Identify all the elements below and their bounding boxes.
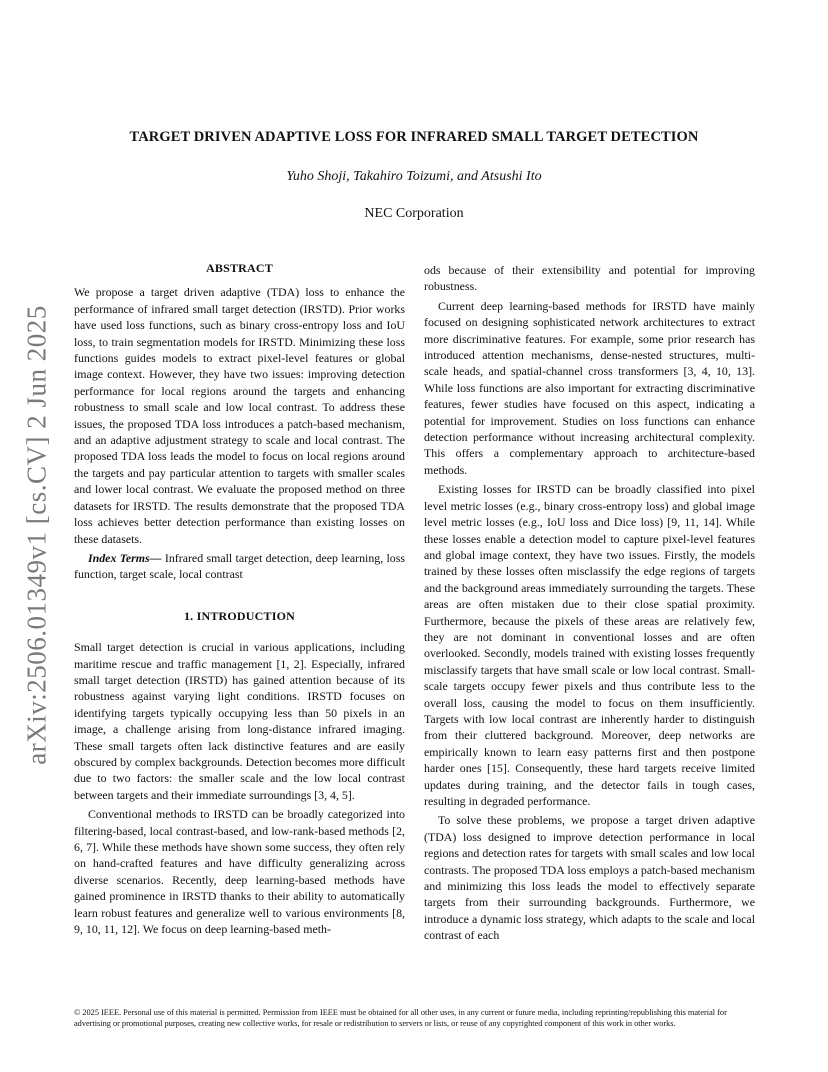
intro-continuation: ods because of their extensibility and potential for improving robustness. bbox=[424, 263, 755, 294]
right-column bbox=[424, 262, 755, 947]
abstract-heading: ABSTRACT bbox=[206, 261, 273, 275]
abstract-text: We propose a target driven adaptive (TDA) loss to enhance the performance of infrared small target detection (IRSTD). Prior works have used loss functions, such as binary cross-entropy loss and IoU loss, to train segmentation models for IRSTD. Minimizing these loss functions guides models to extract pixel-level features or global image context. However, they have two issues: improving detection performance for local regions around the targets and enhancing robustness to small scale and low local contrast. To address these issues, the proposed TDA loss introduces a patch-based mechanism, and an adaptive adjustment strategy to scale and local contrast. The proposed TDA loss leads the model to focus on local regions around the targets and pay particular attention to targets with smaller scales and lower local contrast. We evaluate the proposed method on three datasets for IRSTD. The results demonstrate that the proposed TDA loss achieves better detection performance than existing losses on these datasets. bbox=[74, 285, 405, 546]
paper-affiliation: NEC Corporation bbox=[364, 206, 464, 221]
intro-paragraph-1: Small target detection is crucial in various applications, including maritime rescue and traffic management [1, 2]. Especially, infrared small target detection (IRSTD) has gained attention because of its robustness against varying light conditions. IRSTD focuses on identifying targets typically occupying less than 50 pixels in an image, a challenge arising from long-distance infrared imaging. These small targets often lack distinctive features and are easily obscured by complex backgrounds. Detection becomes more difficult due to two factors: the smaller scale and the low local contrast between targets and their immediate surroundings [3, 4, 5]. bbox=[74, 640, 405, 802]
copyright-footer: © 2025 IEEE. Personal use of this material is permitted. Permission from IEEE must be obtained for all other uses, in any current or future media, including reprinting/republishing this material for advertising or promotional purposes, creating new collective works, for resale or redistribution to servers or lists, or reuse of any copyrighted component of this work in other works. bbox=[74, 1008, 727, 1028]
paper-title: TARGET DRIVEN ADAPTIVE LOSS FOR INFRARED SMALL TARGET DETECTION bbox=[129, 129, 699, 145]
arxiv-stamp-text: arXiv:2506.01349v1 [cs.CV] 2 Jun 2025 bbox=[21, 305, 52, 765]
introduction-heading: 1. INTRODUCTION bbox=[183, 608, 295, 623]
index-terms bbox=[74, 550, 405, 583]
intro-paragraph-2: Conventional methods to IRSTD can be broadly categorized into filtering-based, local contrast-based, and low-rank-based methods [2, 6, 7]. While these methods have shown some success, they often rely on hand-crafted features and have difficulty generalizing across diverse scenarios. Recently, deep learning-based methods have gained prominence in IRSTD thanks to their ability to automatically learn robust features and generalize well to various environments [8, 9, 10, 11, 12]. We focus on deep learning-based meth- bbox=[74, 807, 405, 937]
paper-authors: Yuho Shoji, Takahiro Toizumi, and Atsushi Ito bbox=[286, 169, 542, 184]
arxiv-stamp bbox=[20, 300, 54, 770]
index-terms-text: Infrared small target detection, deep learning, loss function, target scale, local contrast bbox=[74, 550, 405, 582]
intro-paragraph-4: Existing losses for IRSTD can be broadly classified into pixel level metric losses (e.g., binary cross-entropy loss) and global image level metric losses (e.g., IoU loss and Dice loss) [9, 11, 14]. While these losses enable a detection model to capture pixel-level features and global image context, they have two issues. Firstly, the models trained by these losses often misclassify the edge regions of targets and the background areas immediately surrounding the targets. These areas are often mistaken due to their close spatial proximity. Furthermore, because the pixels of these areas are relatively few, they are not dominant in conventional losses and are often overlooked. Secondly, models trained with existing losses frequently misclassify targets that have small scale or low local contrast. Small-scale targets occupy fewer pixels and thus contribute less to the overall loss, causing the model to focus on them insufficiently. Targets with low local contrast are inherently harder to distinguish from their cluttered background. Moreover, deep networks are empirically known to learn easy patterns first and then postpone harder ones [15]. Consequently, these hard targets receive limited updates during training, and the detector fails in tough cases, resulting in degraded performance. bbox=[424, 482, 755, 808]
intro-paragraph-3: Current deep learning-based methods for IRSTD have mainly focused on designing sophisticated network architectures to extract more discriminative features. For example, some prior research has introduced attention mechanisms, dense-nested structures, multi-scale heads, and spatial-channel cross transformers [3, 4, 10, 13]. While loss functions are also important for extracting discriminative features, fewer studies have focused on this aspect, indicating a potential for improvement. Studies on loss functions can enhance detection performance without increasing architectural complexity. This offers a complementary approach to architecture-based methods. bbox=[424, 298, 755, 477]
left-column bbox=[74, 260, 405, 940]
intro-paragraph-5: To solve these problems, we propose a target driven adaptive (TDA) loss designed to improve detection performance in local regions and detection rates for targets with small scales and low local contrasts. The proposed TDA loss employs a patch-based mechanism and minimizing this loss leads the model to effectively separate targets from their surrounding backgrounds. Furthermore, we introduce a dynamic loss strategy, which adapts to the scale and local contrast of each bbox=[424, 813, 755, 943]
index-terms-label: Index Terms— bbox=[88, 550, 162, 565]
